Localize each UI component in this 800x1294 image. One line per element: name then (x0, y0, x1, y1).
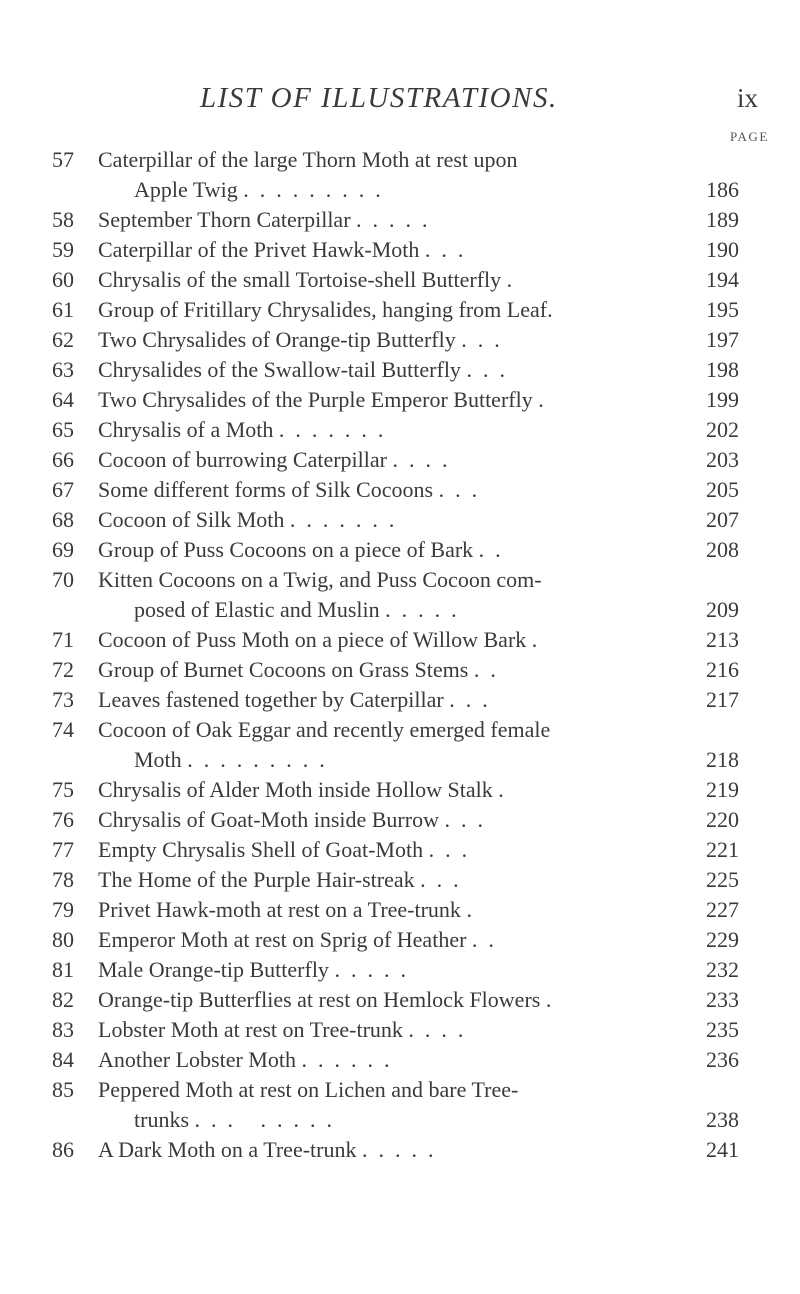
list-item-continuation (0, 595, 800, 625)
dot-leader: . (501, 267, 513, 292)
dot-leader: . . . . . . . (273, 417, 384, 442)
page-reference: 238 (706, 1107, 739, 1132)
page-reference: 233 (706, 987, 739, 1012)
list-item (0, 205, 800, 235)
illustration-number: 71 (52, 627, 74, 652)
illustration-caption: Caterpillar of the Privet Hawk-Moth . . . (98, 237, 464, 262)
list-item (0, 385, 800, 415)
illustration-caption: Chrysalis of the small Tortoise-shell Butterfly . (98, 267, 513, 292)
illustration-caption: Orange-tip Butterflies at rest on Hemlock Flowers . (98, 987, 552, 1012)
list-item-continuation (0, 1105, 800, 1135)
illustration-number: 85 (52, 1077, 74, 1102)
dot-leader: . . . . . (350, 207, 428, 232)
illustration-number: 82 (52, 987, 74, 1012)
illustration-number: 78 (52, 867, 74, 892)
dot-leader: . (532, 387, 544, 412)
page-reference: 194 (706, 267, 739, 292)
list-item (0, 1045, 800, 1075)
page-reference: 217 (706, 687, 739, 712)
illustration-number: 61 (52, 297, 74, 322)
page-reference: 198 (706, 357, 739, 382)
illustration-caption: trunks . . . . . . . . (134, 1107, 332, 1132)
illustration-caption: Cocoon of Oak Eggar and recently emerged female (98, 717, 551, 742)
illustration-caption: Group of Puss Cocoons on a piece of Bark . . (98, 537, 501, 562)
illustration-caption: Group of Burnet Cocoons on Grass Stems . . (98, 657, 496, 682)
illustration-caption: September Thorn Caterpillar . . . . . (98, 207, 428, 232)
dot-leader: . . . . . (328, 957, 406, 982)
page-reference: 199 (706, 387, 739, 412)
illustration-caption: Another Lobster Moth . . . . . . (98, 1047, 390, 1072)
page-reference: 227 (706, 897, 739, 922)
illustration-number: 68 (52, 507, 74, 532)
illustration-caption: Lobster Moth at rest on Tree-trunk . . . . (98, 1017, 464, 1042)
dot-leader: . . . . . (356, 1137, 434, 1162)
illustration-number: 74 (52, 717, 74, 742)
page-reference: 235 (706, 1017, 739, 1042)
page-reference: 221 (706, 837, 739, 862)
illustration-number: 62 (52, 327, 74, 352)
page-number: ix (737, 83, 759, 113)
list-item (0, 475, 800, 505)
list-item (0, 355, 800, 385)
page-reference: 195 (706, 297, 739, 322)
dot-leader: . . . . . . (295, 1047, 390, 1072)
illustration-caption: Moth . . . . . . . . . (134, 747, 325, 772)
page-reference: 202 (706, 417, 739, 442)
dot-leader: . (540, 987, 552, 1012)
illustration-number: 60 (52, 267, 74, 292)
page-reference: 213 (706, 627, 739, 652)
illustration-caption: Cocoon of Puss Moth on a piece of Willow Bark . (98, 627, 538, 652)
dot-leader: . . . (419, 237, 464, 262)
list-item (0, 295, 800, 325)
illustration-number: 75 (52, 777, 74, 802)
dot-leader: . (526, 627, 538, 652)
illustration-number: 66 (52, 447, 74, 472)
list-item (0, 865, 800, 895)
list-item (0, 805, 800, 835)
page-reference: 241 (706, 1137, 739, 1162)
illustration-caption: Group of Fritillary Chrysalides, hanging from Leaf. (98, 297, 553, 322)
page-reference: 232 (706, 957, 739, 982)
illustration-number: 63 (52, 357, 74, 382)
illustration-number: 69 (52, 537, 74, 562)
list-item (0, 625, 800, 655)
running-header (0, 82, 800, 122)
illustration-caption: Leaves fastened together by Caterpillar . . . (98, 687, 488, 712)
list-item (0, 1135, 800, 1165)
page-reference: 218 (706, 747, 739, 772)
page-reference: 225 (706, 867, 739, 892)
page-reference: 186 (706, 177, 739, 202)
illustration-caption: Empty Chrysalis Shell of Goat-Moth . . . (98, 837, 468, 862)
illustration-caption: Cocoon of burrowing Caterpillar . . . . (98, 447, 448, 472)
dot-leader: . . . . (402, 1017, 464, 1042)
list-item (0, 835, 800, 865)
list-item (0, 925, 800, 955)
page-reference: 220 (706, 807, 739, 832)
list-item (0, 895, 800, 925)
illustration-caption: A Dark Moth on a Tree-trunk . . . . . (98, 1137, 434, 1162)
illustration-number: 81 (52, 957, 74, 982)
dot-leader: . (460, 897, 472, 922)
illustration-number: 79 (52, 897, 74, 922)
illustration-caption: Chrysalis of Alder Moth inside Hollow Stalk . (98, 777, 504, 802)
illustration-caption: Kitten Cocoons on a Twig, and Puss Cocoon com- (98, 567, 542, 592)
dot-leader: . . . . . . . . . (181, 747, 325, 772)
page-reference: 209 (706, 597, 739, 622)
list-item (0, 235, 800, 265)
dot-leader: . . . (433, 477, 478, 502)
illustration-caption: Two Chrysalides of the Purple Emperor Butterfly . (98, 387, 544, 412)
list-item-continuation (0, 175, 800, 205)
dot-leader: . . . . . . . . (189, 1107, 332, 1132)
illustration-number: 84 (52, 1047, 74, 1072)
dot-leader: . . (468, 657, 496, 682)
illustration-caption: Some different forms of Silk Cocoons . . . (98, 477, 478, 502)
list-item (0, 445, 800, 475)
illustration-number: 83 (52, 1017, 74, 1042)
page-reference: 229 (706, 927, 739, 952)
illustration-number: 77 (52, 837, 74, 862)
illustration-caption: Chrysalis of a Moth . . . . . . . (98, 417, 384, 442)
list-item (0, 715, 800, 745)
illustration-caption: Caterpillar of the large Thorn Moth at rest upon (98, 147, 518, 172)
illustration-caption: Apple Twig . . . . . . . . . (134, 177, 381, 202)
illustration-number: 59 (52, 237, 74, 262)
dot-leader: . . . . . . . (284, 507, 395, 532)
illustration-number: 73 (52, 687, 74, 712)
list-item (0, 325, 800, 355)
dot-leader: . (492, 777, 504, 802)
page-reference: 197 (706, 327, 739, 352)
dot-leader: . . . (423, 837, 468, 862)
page-reference: 190 (706, 237, 739, 262)
illustration-number: 70 (52, 567, 74, 592)
illustration-caption: Chrysalis of Goat-Moth inside Burrow . . . (98, 807, 483, 832)
dot-leader: . . . . . . . . . (237, 177, 381, 202)
illustration-number: 65 (52, 417, 74, 442)
list-item (0, 655, 800, 685)
illustration-caption: The Home of the Purple Hair-streak . . . (98, 867, 459, 892)
illustration-number: 64 (52, 387, 74, 412)
page-reference: 189 (706, 207, 739, 232)
illustration-number: 76 (52, 807, 74, 832)
list-item (0, 775, 800, 805)
page-reference: 207 (706, 507, 739, 532)
list-item (0, 415, 800, 445)
page-reference: 203 (706, 447, 739, 472)
list-item-continuation (0, 745, 800, 775)
dot-leader: . . (466, 927, 494, 952)
dot-leader: . . . . (387, 447, 448, 472)
list-item (0, 1015, 800, 1045)
illustration-caption: Emperor Moth at rest on Sprig of Heather . . (98, 927, 494, 952)
illustration-caption: Two Chrysalides of Orange-tip Butterfly . . . (98, 327, 500, 352)
dot-leader: . . . . . (379, 597, 457, 622)
dot-leader: . . . (460, 357, 505, 382)
illustration-number: 58 (52, 207, 74, 232)
list-item (0, 535, 800, 565)
dot-leader: . . (473, 537, 501, 562)
illustration-number: 57 (52, 147, 74, 172)
illustration-caption: Privet Hawk-moth at rest on a Tree-trunk . (98, 897, 472, 922)
illustrations-list (0, 145, 800, 1165)
illustration-number: 72 (52, 657, 74, 682)
list-item (0, 985, 800, 1015)
list-item (0, 565, 800, 595)
list-item (0, 145, 800, 175)
dot-leader: . . . (414, 867, 459, 892)
illustration-caption: Peppered Moth at rest on Lichen and bare Tree- (98, 1077, 519, 1102)
illustration-number: 80 (52, 927, 74, 952)
dot-leader: . . . (455, 327, 500, 352)
list-item (0, 1075, 800, 1105)
dot-leader: . . . (443, 687, 488, 712)
page-title: LIST OF ILLUSTRATIONS. (200, 82, 558, 114)
illustration-number: 67 (52, 477, 74, 502)
page-reference: 219 (706, 777, 739, 802)
page-reference: 208 (706, 537, 739, 562)
page-reference: 205 (706, 477, 739, 502)
list-item (0, 955, 800, 985)
list-item (0, 685, 800, 715)
illustration-caption: posed of Elastic and Muslin . . . . . (134, 597, 457, 622)
page-reference: 216 (706, 657, 739, 682)
list-item (0, 265, 800, 295)
dot-leader: . . . (438, 807, 483, 832)
illustration-caption: Cocoon of Silk Moth . . . . . . . (98, 507, 395, 532)
illustration-caption: Chrysalides of the Swallow-tail Butterfly . . . (98, 357, 505, 382)
page-column-label: PAGE (730, 129, 769, 144)
page-reference: 236 (706, 1047, 739, 1072)
list-item (0, 505, 800, 535)
illustration-number: 86 (52, 1137, 74, 1162)
illustration-caption: Male Orange-tip Butterfly . . . . . (98, 957, 406, 982)
